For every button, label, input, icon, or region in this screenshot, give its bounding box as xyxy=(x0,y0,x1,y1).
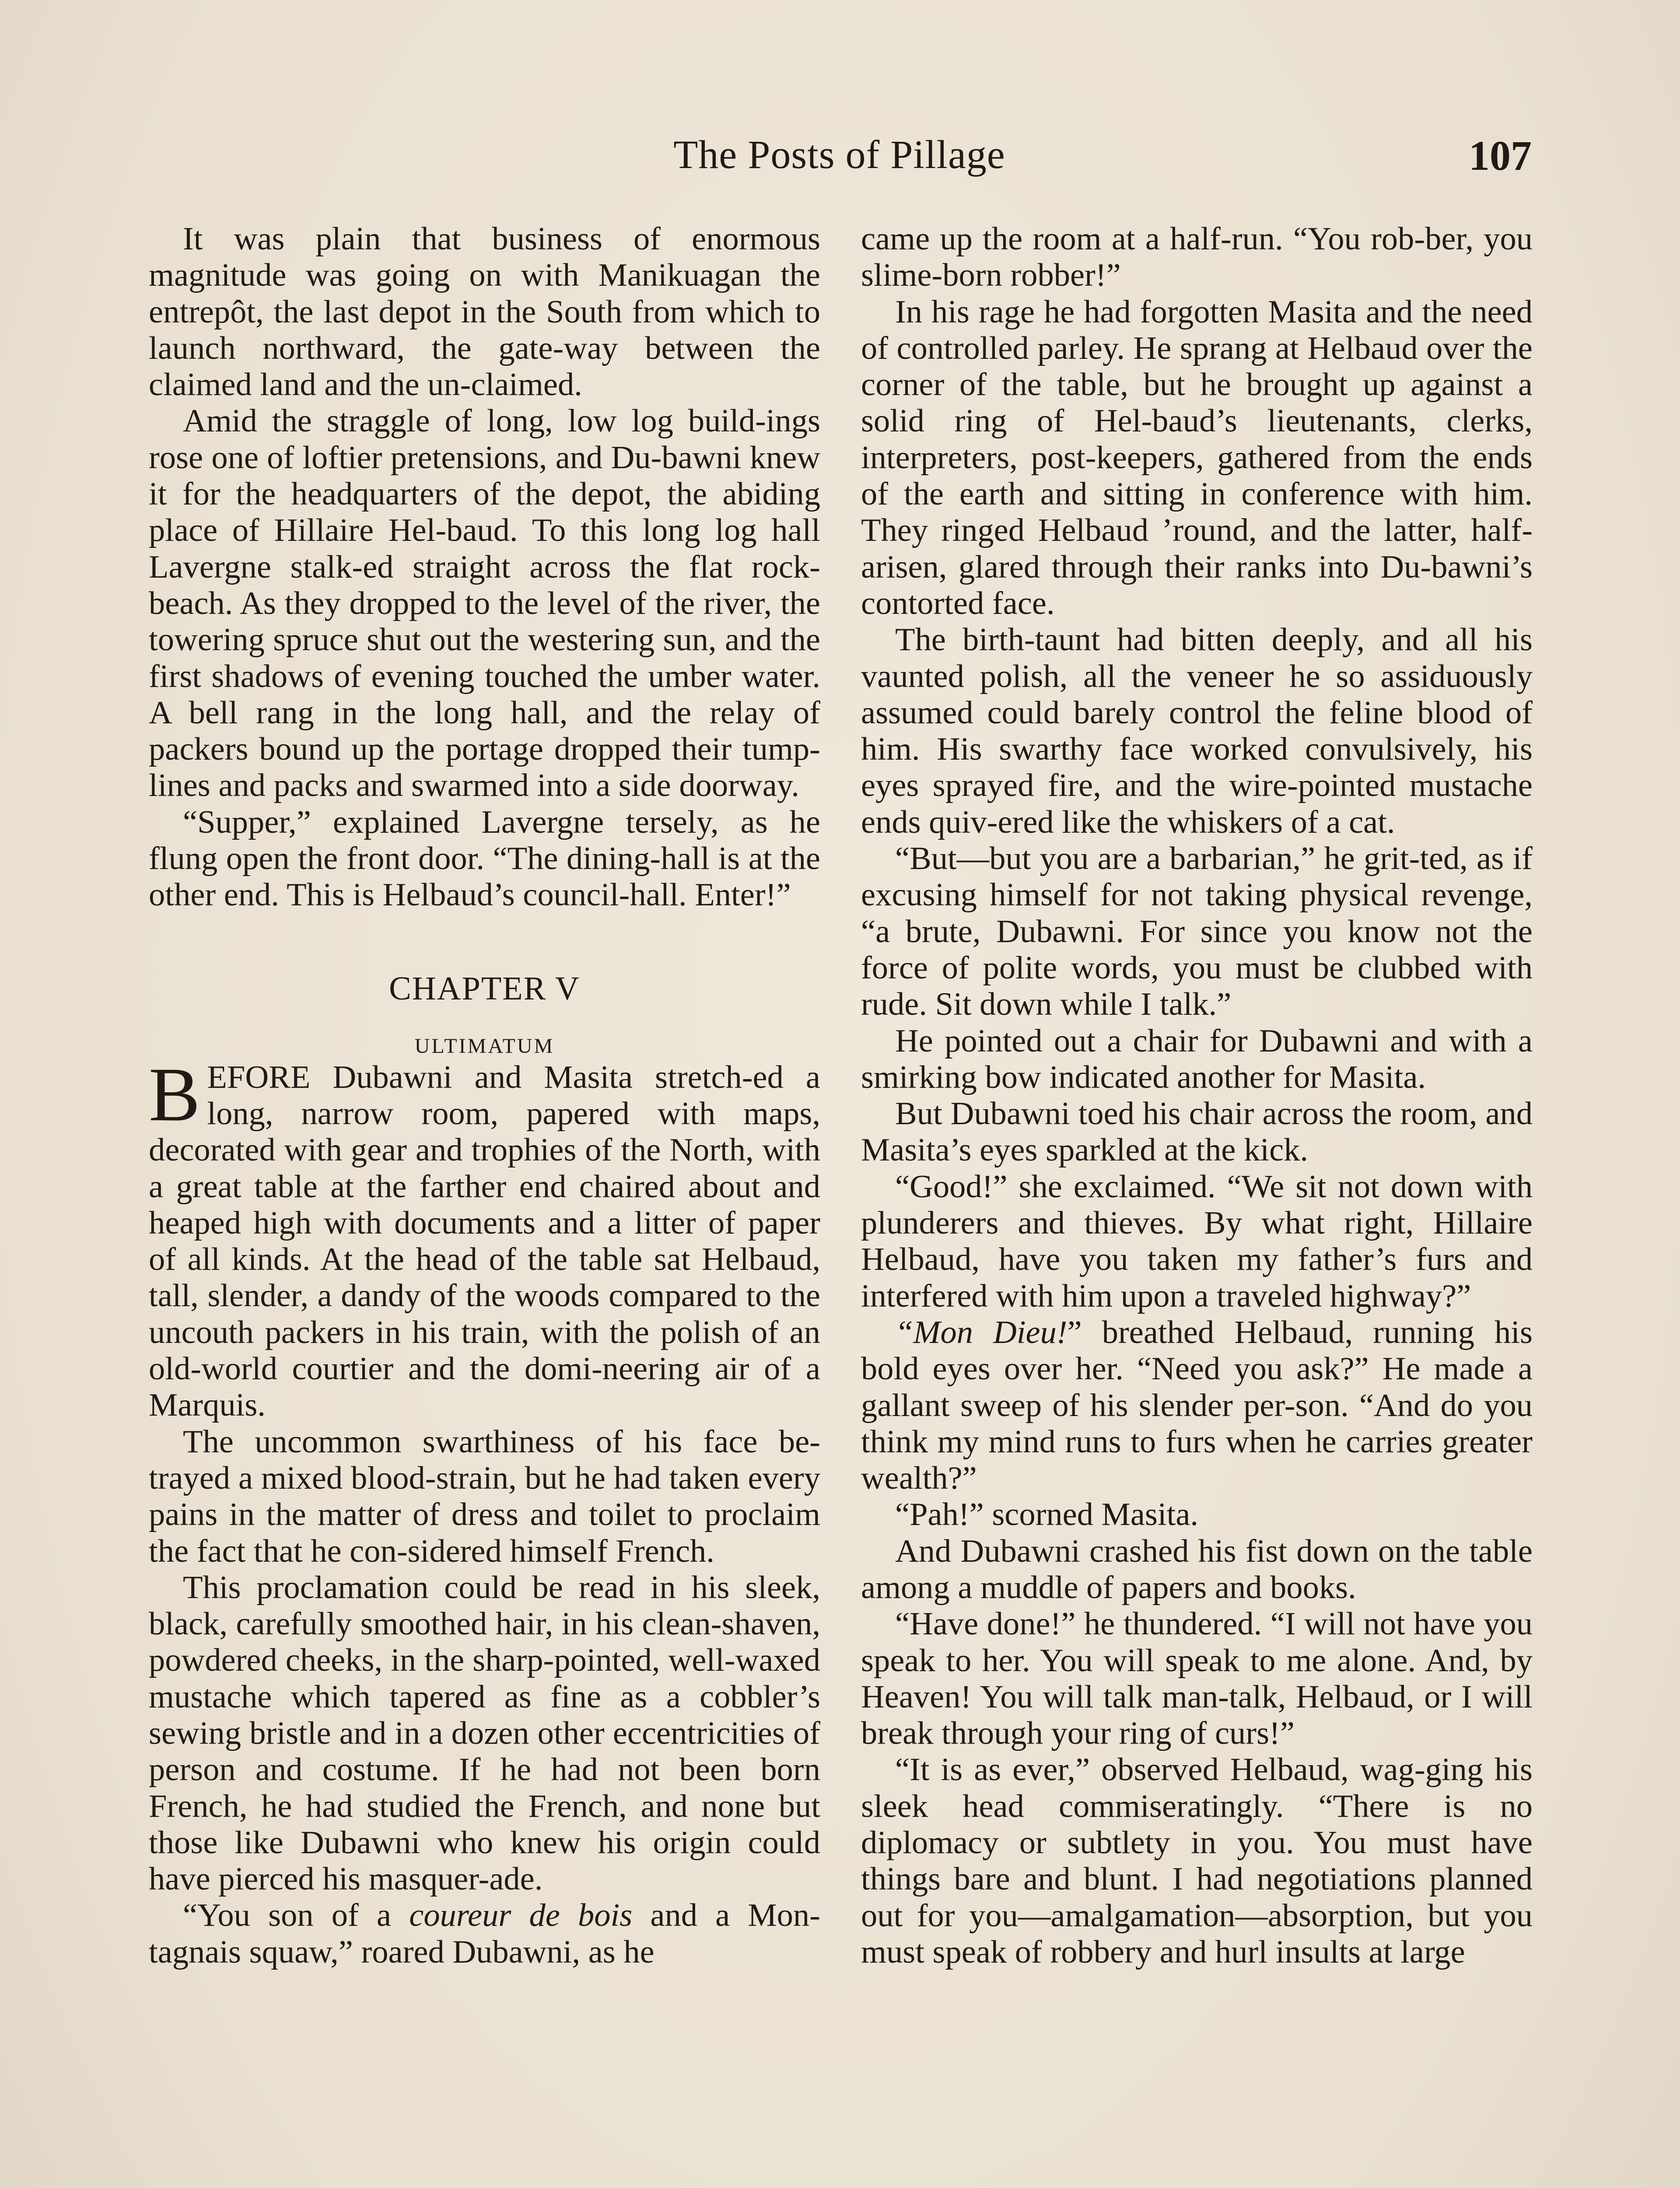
running-title: The Posts of Pillage xyxy=(673,132,1005,177)
chapter-subtitle: ULTIMATUM xyxy=(414,1034,555,1058)
paragraph: Amid the straggle of long, low log build-ings rose one of loftier pretensions, and Du-bawni knew it for the headquarters of the depot, the abiding place of Hillaire Hel-baud. To this long log hall Lavergne stalk-ed straight across the flat rock-beach. As they dropped to the level of the river, the towering spruce shut out the westering sun, and the first shadows of evening touched the umber water. A bell rang in the long hall, and the relay of packers bound up the portage dropped their tump-lines and packs and swarmed into a side doorway. xyxy=(149,403,820,804)
drop-cap: B xyxy=(149,1052,200,1137)
chapter-heading: CHAPTER V xyxy=(389,970,580,1007)
paragraph-text: ” breathed Helbaud, running his bold eyes over her. “Need you ask?” He made a gallant sweep of his slender per-son. “And do you think my mind runs to furs when he carries greater wealth?” xyxy=(861,1314,1533,1497)
paragraph-text: EFORE Dubawni and Masita stretch-ed a long, narrow room, papered with maps, decorated with gear and trophies of the North, with a great table at the farther end chaired about and heaped high with documents and a litter of paper of all kinds. At the head of the table sat Helbaud, tall, slender, a dandy of the woods compared to the uncouth packers in his train, with the polish of an old-world courtier and the domi-neering air of a Marquis. xyxy=(149,1059,820,1424)
paragraph: In his rage he had forgotten Masita and the need of controlled parley. He sprang at Helbaud over the corner of the table, but he brought up against a solid ring of Hel-baud’s lieutenants, clerks, interpreters, post-keepers, gathered from the ends of the earth and sitting in conference with him. They ringed Helbaud ’round, and the latter, half-arisen, glared through their ranks into Du-bawni’s contorted face. xyxy=(861,294,1533,621)
italic-phrase: coureur de bois xyxy=(409,1897,633,1934)
chapter-opening-paragraph xyxy=(149,1052,820,1424)
page-header xyxy=(147,131,1532,184)
paragraph: “But—but you are a barbarian,” he grit-ted, as if excusing himself for not taking physical revenge, “a brute, Dubawni. For since you know not the force of polite words, you must be clubbed with rude. Sit down while I talk.” xyxy=(861,841,1533,1023)
paragraph: “Good!” she exclaimed. “We sit not down with plunderers and thieves. By what right, Hillaire Helbaud, have you taken my father’s furs and interfered with him upon a traveled highway?” xyxy=(861,1168,1533,1314)
paragraph: “Supper,” explained Lavergne tersely, as he flung open the front door. “The dining-hall is at the other end. This is Helbaud’s council-hall. Enter!” xyxy=(149,804,820,913)
paragraph-text: “You son of a xyxy=(183,1897,410,1934)
left-column xyxy=(149,221,820,1971)
italic-phrase: “Mon Dieu! xyxy=(895,1314,1068,1350)
paragraph: But Dubawni toed his chair across the room, and Masita’s eyes sparkled at the kick. xyxy=(861,1096,1533,1168)
right-column xyxy=(861,221,1533,1971)
paragraph: “Pah!” scorned Masita. xyxy=(895,1497,1199,1533)
paragraph: The birth-taunt had bitten deeply, and all his vaunted polish, all the veneer he so assiduously assumed could barely control the feline blood of him. His swarthy face worked convulsively, his eyes sprayed fire, and the wire-pointed mustache ends quiv-ered like the whiskers of a cat. xyxy=(861,622,1533,840)
paragraph: “Have done!” he thundered. “I will not have you speak to her. You will speak to me alone. And, by Heaven! You will talk man-talk, Helbaud, or I will break through your ring of curs!” xyxy=(861,1606,1533,1752)
paragraph: This proclamation could be read in his sleek, black, carefully smoothed hair, in his clean-shaven, powdered cheeks, in the sharp-pointed, well-waxed mustache which tapered as fine as a cobbler’s sewing bristle and in a dozen other eccentricities of person and costume. If he had not been born French, he had studied the French, and none but those like Dubawni who knew his origin could have pierced his masquer-ade. xyxy=(149,1569,820,1897)
paragraph xyxy=(149,1897,820,1971)
page-number: 107 xyxy=(1469,132,1532,179)
paragraph: came up the room at a half-run. “You rob-ber, you slime-born robber!” xyxy=(861,221,1533,294)
paragraph-text: and a Mon-tagnais squaw,” roared Dubawni, as he xyxy=(149,1897,820,1970)
paragraph: And Dubawni crashed his fist down on the table among a muddle of papers and books. xyxy=(861,1533,1533,1606)
paragraph xyxy=(861,1315,1533,1497)
paragraph: “It is as ever,” observed Helbaud, wag-ging his sleek head commiseratingly. “There is no diplomacy or subtlety in you. You must have things bare and blunt. I had negotiations planned out for you—amalgamation—absorption, but you must speak of robbery and hurl insults at large xyxy=(861,1752,1533,1970)
paragraph: The uncommon swarthiness of his face be-trayed a mixed blood-strain, but he had taken every pains in the matter of dress and toilet to proclaim the fact that he con-sidered himself French. xyxy=(149,1424,820,1569)
paragraph: He pointed out a chair for Dubawni and with a smirking bow indicated another for Masita. xyxy=(861,1023,1533,1095)
paragraph: It was plain that business of enormous magnitude was going on with Manikuagan the entrepôt, the last depot in the South from which to launch northward, the gate-way between the claimed land and the un-claimed. xyxy=(149,221,820,403)
